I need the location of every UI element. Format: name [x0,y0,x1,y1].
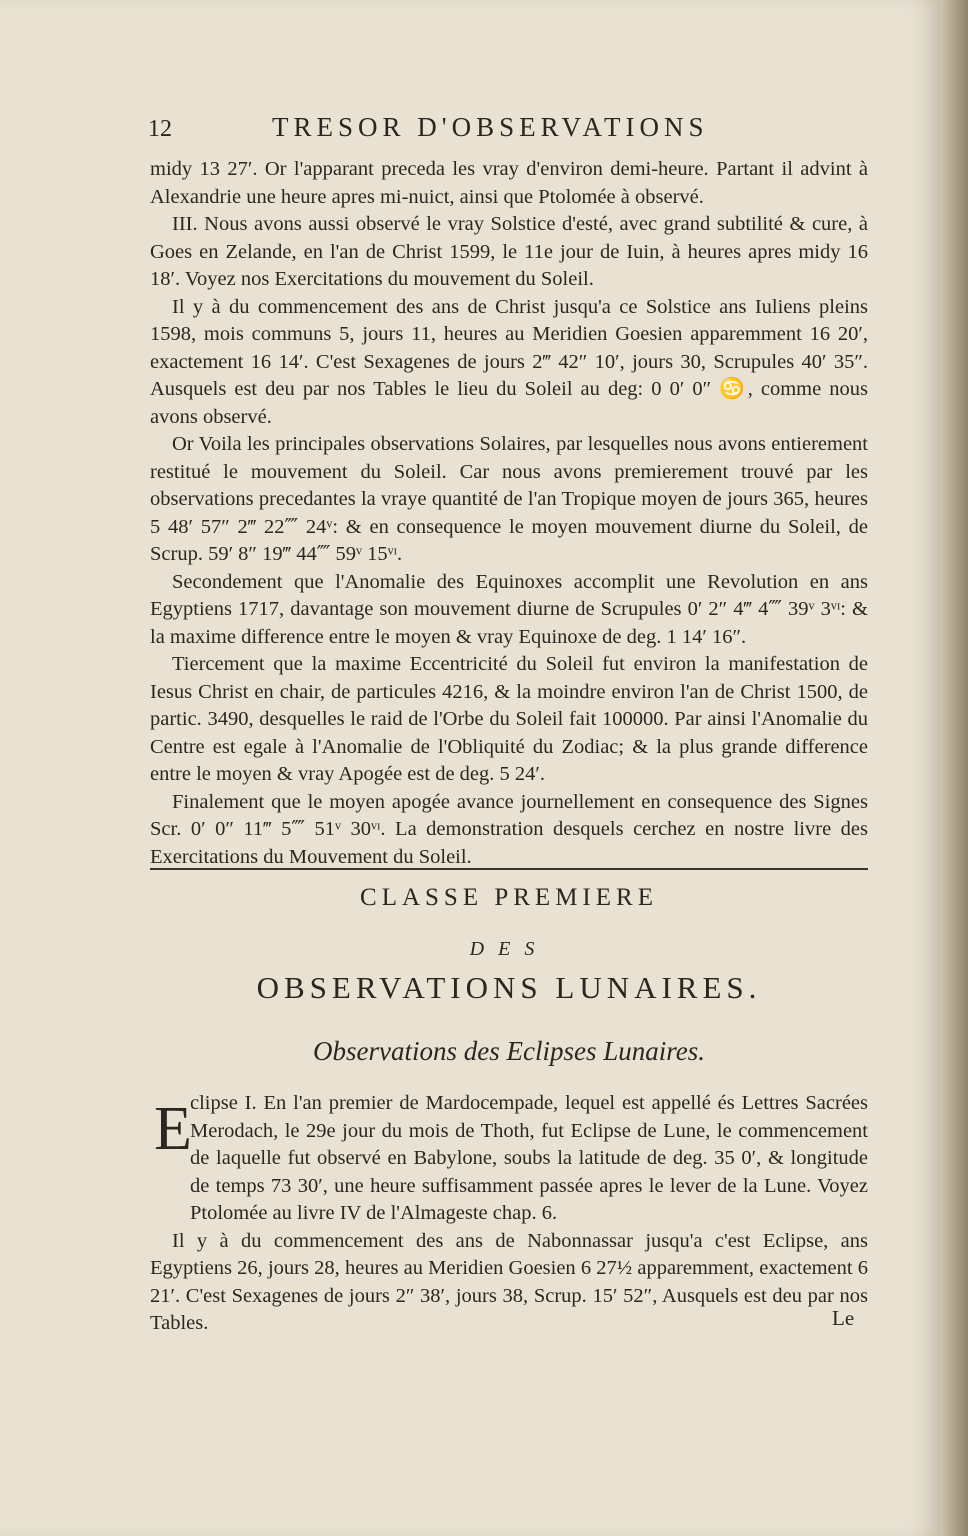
section-heading-classe: CLASSE PREMIERE [360,884,658,911]
body-text [150,156,868,871]
paragraph-eclipse-computation: Il y à du commencement des ans de Nabonnassar jusqu'a c'est Eclipse, ans Egyptiens 26, jours 28, heures au Meridien Goesien 6 27½ apparemment, exactement 6 21′. C'est Sexagenes de jours 2″ 38′, jours 38, Scrup. 15′ 52″, Ausquels est deu par nos Tables. [150,1229,868,1334]
section-subtitle: Observations des Eclipses Lunaires. [313,1036,705,1066]
running-title: TRESOR D'OBSERVATIONS [272,112,709,142]
paragraph-secondement: Secondement que l'Anomalie des Equinoxes accomplit une Revolution en ans Egyptiens 1717, davantage son mouvement diurne de Scrupules 0′ 2″ 4‴ 4⁗ 39ᵛ 3ᵛᶦ: & la maxime difference entre le moyen & vray Equinoxe de deg. 1 14′ 16″. [150,570,868,648]
drop-capital: E [154,1095,192,1163]
paragraph-finalement: Finalement que le moyen apogée avance journellement en consequence des Signes Scr. 0′ 0″ 11‴ 5⁗ 51ᵛ 30ᵛᶦ. La demonstration desquels cerchez en nostre livre des Exercitations du Mouvement du Soleil. [150,790,868,868]
paragraph-eclipse-one: clipse I. En l'an premier de Mardocempade, lequel est appellé és Lettres Sacrées Merodach, le 29e jour du mois de Thoth, fut Eclipse de Lune, le commencement de laquelle fut observé en Babylone, soubs la latitude de deg. 35 0′, & longitude de temps 73 30′, une heure suffisamment passée apres le lever de la Lune. Voyez Ptolomée au livre IV de l'Almageste chap. 6. [190,1092,868,1224]
eclipse-text [150,1090,868,1338]
paragraph-tiercement: Tiercement que la maxime Eccentricité du Soleil fut environ la manifestation de Iesus Christ en chair, de particules 4216, & la moindre environ l'an de Christ 1500, de partic. 3490, desquelles le raid de l'Orbe du Soleil fait 100000. Par ainsi l'Anomalie du Centre est egale à l'Anomalie de l'Obliquité du Zodiac; & la plus grande difference entre le moyen & vray Apogée est de deg. 5 24′. [150,653,868,785]
paragraph-principal-observations: Or Voila les principales observations Solaires, par lesquelles nous avons entierement restitué le mouvement du Soleil. Car nous avons premierement trouvé par les observations precedantes la vraye quantité de l'an Tropique moyen de jours 365, heures 5 48′ 57″ 2‴ 22⁗ 24ᵛ: & en consequence le moyen mouvement diurne du Soleil, de Scrup. 59′ 8″ 19‴ 44⁗ 59ᵛ 15ᵛᶦ. [150,433,868,565]
book-binding [940,0,968,1536]
section-heading-des: DES [469,938,549,960]
section-heading-observations: OBSERVATIONS LUNAIRES. [256,970,762,1005]
paragraph-solstice: III. Nous avons aussi observé le vray Solstice d'esté, avec grand subtilité & cure, à Goes en Zelande, en l'an de Christ 1599, le 11e jour de Iuin, à heures apres midy 16 18′. Voyez nos Exercitations du mouvement du Soleil. [150,213,868,290]
paragraph-computation: Il y à du commencement des ans de Christ jusqu'a ce Solstice ans Iuliens pleins 1598, mois communs 5, jours 11, heures au Meridien Goesien apparemment 16 20′, exactement 16 14′. C'est Sexagenes de jours 2‴ 42″ 10′, jours 30, Scrupules 40′ 35″. Ausquels est deu par nos Tables le lieu du Soleil au deg: 0 0′ 0″ ♋, comme nous avons observé. [150,295,868,428]
page-number: 12 [148,116,172,142]
section-divider [150,868,868,870]
page-header [148,112,768,152]
catchword: Le [832,1306,855,1330]
paragraph-continuation: midy 13 27′. Or l'apparant preceda les vray d'environ demi-heure. Partant il advint à Alexandrie une heure apres mi-nuict, ainsi que Ptolomée à observé. [150,158,868,208]
